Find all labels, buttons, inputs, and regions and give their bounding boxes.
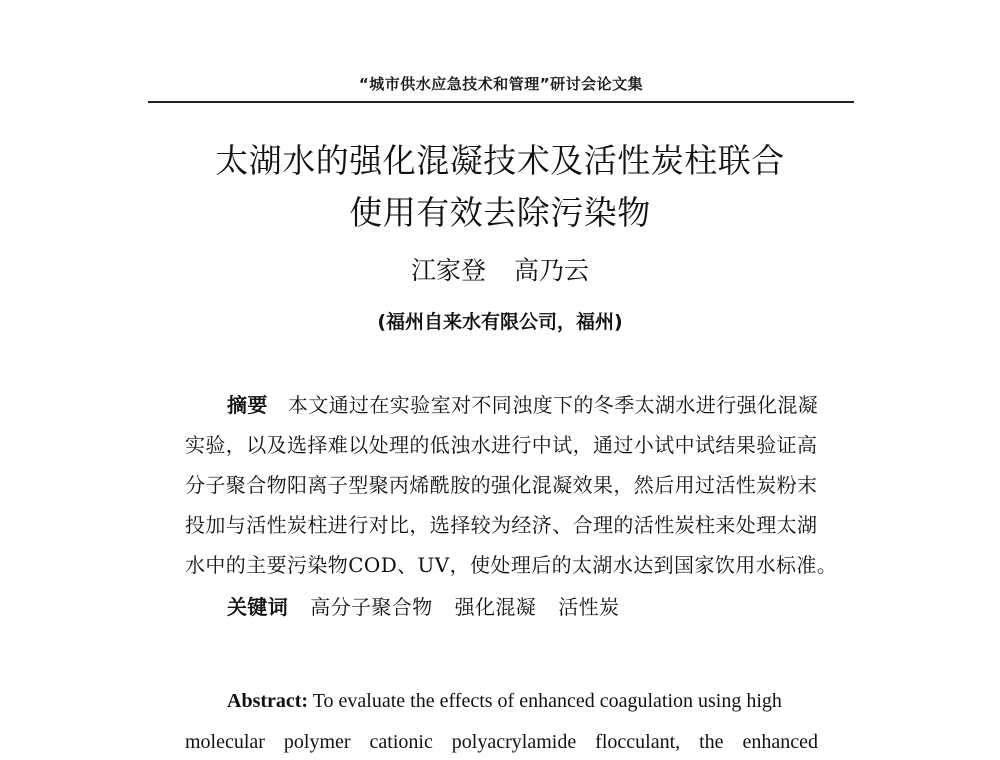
abstract-zh-text-1: 本文通过在实验室对不同浊度下的冬季太湖水进行强化混凝 bbox=[287, 393, 819, 417]
abstract-en-text-1: To evaluate the effects of enhanced coagulation using high bbox=[312, 690, 782, 712]
abstract-en-label: Abstract: bbox=[227, 690, 309, 712]
header-rule bbox=[148, 101, 854, 103]
keywords-label: 关键词 bbox=[227, 595, 289, 619]
paper-title-line-1: 太湖水的强化混凝技术及活性炭柱联合 bbox=[215, 141, 785, 180]
abstract-zh-line-1 bbox=[185, 392, 872, 418]
keyword-2: 强化混凝 bbox=[454, 595, 537, 619]
abstract-en-line-2: molecular polymer cationic polyacrylamide flocculant, the enhanced bbox=[185, 731, 818, 753]
keywords-line bbox=[185, 594, 872, 620]
keyword-1: 高分子聚合物 bbox=[310, 595, 433, 619]
abstract-zh-label: 摘要 bbox=[227, 393, 268, 417]
keyword-3: 活性炭 bbox=[558, 595, 620, 619]
affiliation: (福州自来水有限公司，福州) bbox=[377, 311, 623, 333]
paper-title-line-2: 使用有效去除污染物 bbox=[349, 193, 651, 232]
authors bbox=[100, 255, 900, 287]
abstract-zh-line-4: 投加与活性炭柱进行对比，选择较为经济、合理的活性炭柱来处理太湖 bbox=[185, 513, 818, 537]
abstract-zh-line-2: 实验，以及选择难以处理的低浊水进行中试，通过小试中试结果验证高 bbox=[185, 433, 818, 457]
abstract-zh-line-3: 分子聚合物阳离子型聚丙烯酰胺的强化混凝效果，然后用过活性炭粉末 bbox=[185, 473, 818, 497]
author-2: 高乃云 bbox=[514, 256, 590, 285]
abstract-zh-line-5: 水中的主要污染物COD、UV，使处理后的太湖水达到国家饮用水标准。 bbox=[185, 553, 838, 577]
running-header: “城市供水应急技术和管理”研讨会论文集 bbox=[358, 75, 644, 93]
author-1: 江家登 bbox=[410, 256, 486, 285]
abstract-en-line-1 bbox=[185, 688, 818, 714]
